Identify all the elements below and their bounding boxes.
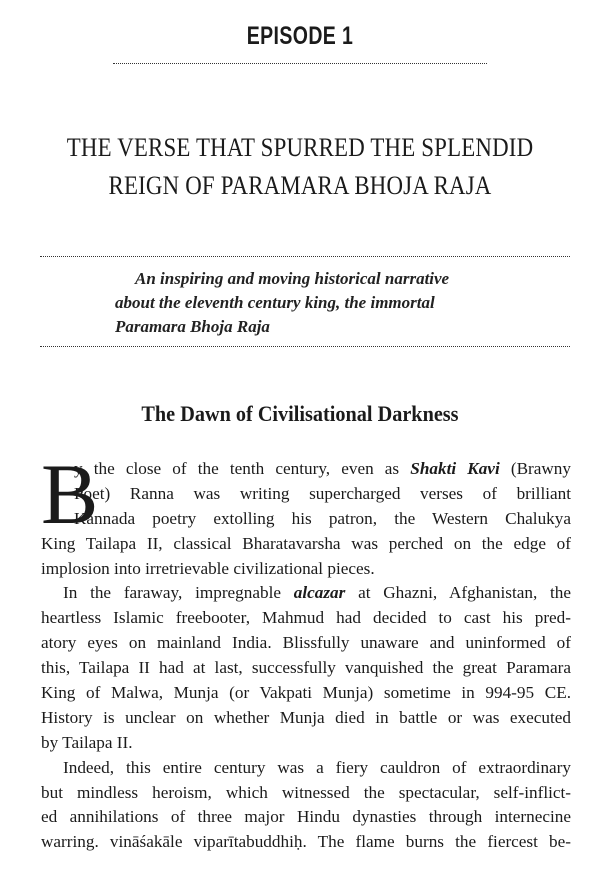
text-line: but mindless heroism, which witnessed the spectacular, self-inflict- bbox=[41, 782, 571, 802]
section-heading: The Dawn of Civilisational Darkness bbox=[141, 401, 459, 426]
subtitle-line-3: Paramara Bhoja Raja bbox=[115, 317, 270, 336]
chapter-subtitle bbox=[75, 267, 555, 339]
text-line: ed annihilations of three major Hindu dynasties through internecine bbox=[41, 807, 571, 827]
text-line: History is unclear on whether Munja died in battle or was executed bbox=[41, 707, 571, 727]
episode-label: EPISODE 1 bbox=[246, 22, 354, 50]
dotted-rule-top bbox=[113, 63, 487, 64]
text-line: Poet) Ranna was writing supercharged verses of brilliant bbox=[74, 483, 571, 503]
dotted-rule-subtitle-bottom bbox=[40, 346, 570, 347]
text-line: y the close of the tenth century, even as Shakti Kavi (Brawny bbox=[74, 459, 571, 478]
subtitle-line-1: An inspiring and moving historical narrative bbox=[135, 269, 450, 288]
text-line: King of Malwa, Munja (or Vakpati Munja) sometime in 994-95 CE. bbox=[41, 683, 571, 703]
chapter-title bbox=[36, 129, 564, 205]
dotted-rule-subtitle-top bbox=[40, 256, 570, 257]
paragraph bbox=[41, 581, 571, 755]
paragraph bbox=[41, 446, 571, 581]
emphasized-term: Shakti Kavi bbox=[410, 459, 500, 478]
text-line: heartless Islamic freebooter, Mahmud had decided to cast his pred- bbox=[41, 608, 571, 628]
text-line: King Tailapa II, classical Bharatavarsha was perched on the edge of bbox=[41, 533, 571, 553]
text-line: atory eyes on mainland India. Blissfully unaware and uninformed of bbox=[41, 633, 571, 653]
text-line: implosion into irretrievable civilizational pieces. bbox=[41, 558, 375, 578]
subtitle-line-2: about the eleventh century king, the immortal bbox=[115, 293, 435, 312]
body-text bbox=[41, 446, 571, 855]
chapter-title-line-2: REIGN OF PARAMARA BHOJA RAJA bbox=[108, 171, 492, 200]
text-line: In the faraway, impregnable alcazar at Ghazni, Afghanistan, the bbox=[63, 583, 571, 603]
chapter-title-line-1: THE VERSE THAT SPURRED THE SPLENDID bbox=[66, 133, 534, 162]
emphasized-term: alcazar bbox=[293, 583, 346, 603]
drop-cap: B bbox=[41, 446, 99, 542]
text-line: Indeed, this entire century was a fiery cauldron of extraordinary bbox=[63, 757, 571, 777]
paragraph bbox=[41, 756, 571, 856]
text-line: by Tailapa II. bbox=[41, 732, 133, 752]
text-line: Kannada poetry extolling his patron, the Western Chalukya bbox=[74, 508, 571, 528]
text-line: warring. vināśakāle viparītabuddhiḥ. The flame burns the fiercest be- bbox=[41, 832, 571, 852]
text-line: this, Tailapa II had at last, successfully vanquished the great Paramara bbox=[41, 658, 571, 678]
